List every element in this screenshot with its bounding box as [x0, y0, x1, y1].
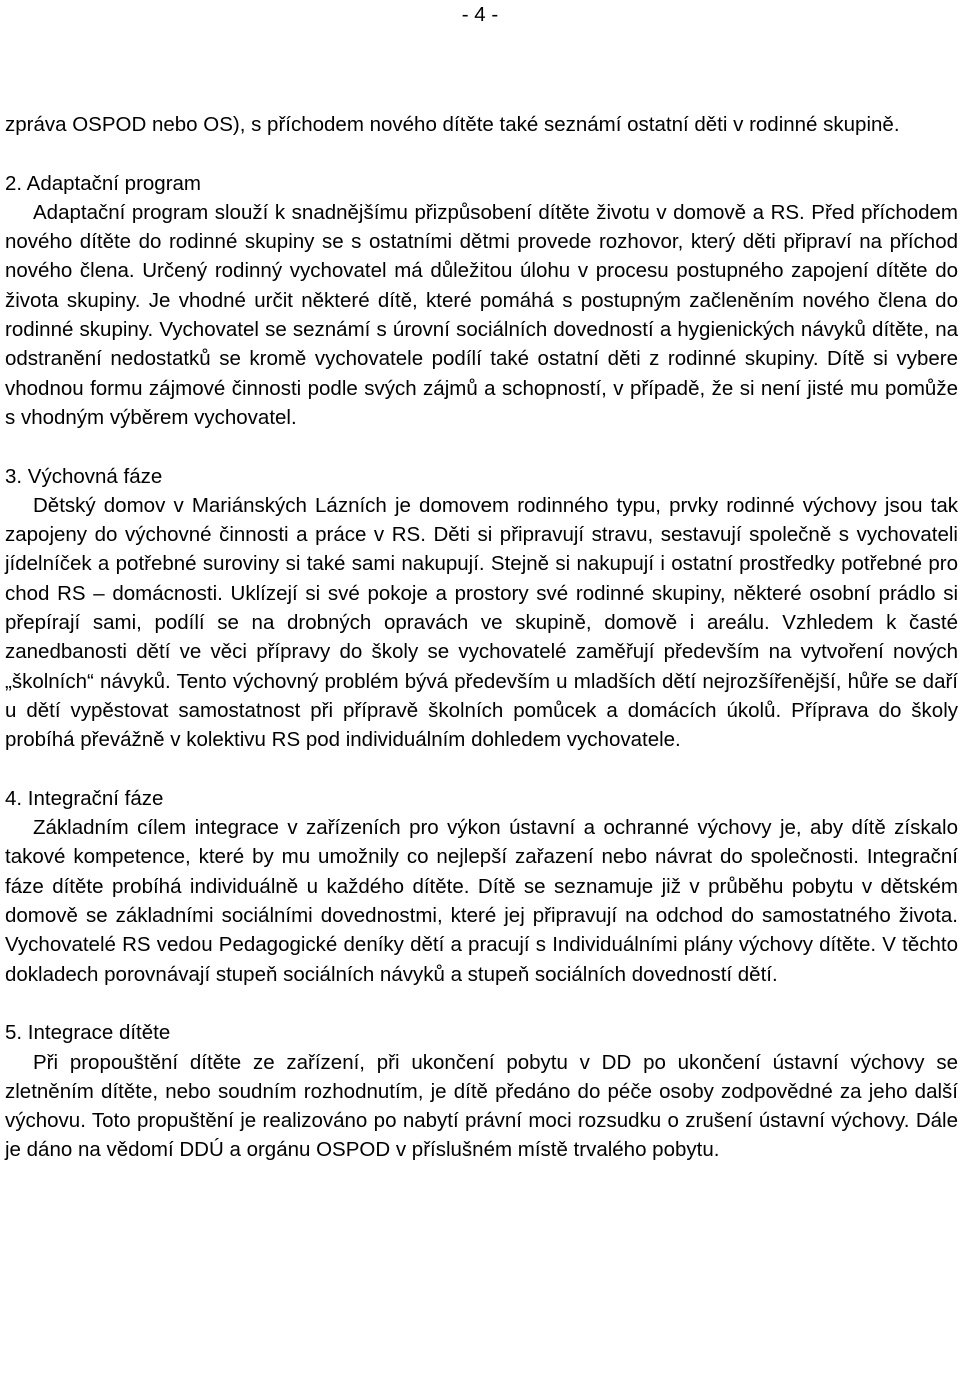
section-adaptation — [5, 169, 958, 433]
section-text: Adaptační program slouží k snadnějšímu přizpůsobení dítěte životu v domově a RS. Před příchodem nového dítěte do rodinné skupiny se s ostatními dětmi provede rozhovor, který děti připraví na příchod nového člena. Určený rodinný vychovatel má důležitou úlohu v procesu postupného zapojení dítěte do života skupiny. Je vhodné určit některé dítě, které pomáhá s postupným začleněním nového člena do rodinné skupiny. Vychovatel se seznámí s úrovní sociálních dovedností a hygienických návyků dítěte, na odstranění nedostatků se kromě vychovatele podílí také ostatní děti z rodinné skupiny. Dítě si vybere vhodnou formu zájmové činnosti podle svých zájmů a schopností, v případě, že si není jisté mu pomůže s vhodným výběrem vychovatel. — [5, 200, 958, 429]
section-title: 3. Výchovná fáze — [5, 464, 163, 488]
section-title: 2. Adaptační program — [5, 171, 202, 195]
section-integration-phase — [5, 784, 958, 989]
section-educational-phase — [5, 462, 958, 755]
document-body — [5, 110, 958, 1165]
section-child-integration — [5, 1018, 958, 1164]
section-title: 5. Integrace dítěte — [5, 1021, 171, 1045]
section-text: Dětský domov v Mariánských Lázních je domovem rodinného typu, prvky rodinné výchovy jsou tak zapojeny do výchovné činnosti a práce v RS. Děti si připravují stravu, sestavují společně s vychovateli jídelníček a potřebné suroviny si také sami nakupují. Stejně si nakupují i ostatní prostředky potřebné pro chod RS – domácnosti. Uklízejí si své pokoje a prostory své rodinné skupiny, některé osobní prádlo si přepírají sami, podílí se na drobných opravách ve skupině, domově i areálu. Vzhledem k časté zanedbanosti dětí ve věci přípravy do školy se vychovatelé zaměřují především na vytvoření nových „školních“ návyků. Tento výchovný problém bývá především u mladších dětí nejrozšířenější, hůře se daří u dětí vypěstovat samostatnost při přípravě školních pomůcek a domácích úkolů. Příprava do školy probíhá převážně v kolektivu RS pod individuálním dohledem vychovatele. — [5, 493, 958, 752]
intro-paragraph: zpráva OSPOD nebo OS), s příchodem nového dítěte také seznámí ostatní děti v rodinné skupině. — [5, 113, 900, 136]
section-text: Při propouštění dítěte ze zařízení, při ukončení pobytu v DD po ukončení ústavní výchovy se zletněním dítěte, nebo soudním rozhodnutím, je dítě předáno do péče osoby zodpovědné za jeho další výchovu. Toto propuštění je realizováno po nabytí právní moci rozsudku o zrušení ústavní výchovy. Dále je dáno na vědomí DDÚ a orgánu OSPOD v příslušném místě trvalého pobytu. — [5, 1050, 958, 1162]
section-text: Základním cílem integrace v zařízeních pro výkon ústavní a ochranné výchovy je, aby dítě získalo takové kompetence, které by mu umožnily co nejlepší zařazení nebo návrat do společnosti. Integrační fáze dítěte probíhá individuálně u každého dítěte. Dítě se seznamuje již v průběhu pobytu v dětském domově se základními sociálními dovednostmi, které jej připravují na odchod do samostatného života. Vychovatelé RS vedou Pedagogické deníky dětí a pracují s Individuálními plány výchovy dítěte. V těchto dokladech porovnávají stupeň sociálních návyků a stupeň sociálních dovedností dětí. — [5, 816, 958, 986]
page-number: - 4 - — [461, 3, 499, 26]
section-title: 4. Integrační fáze — [5, 786, 164, 810]
